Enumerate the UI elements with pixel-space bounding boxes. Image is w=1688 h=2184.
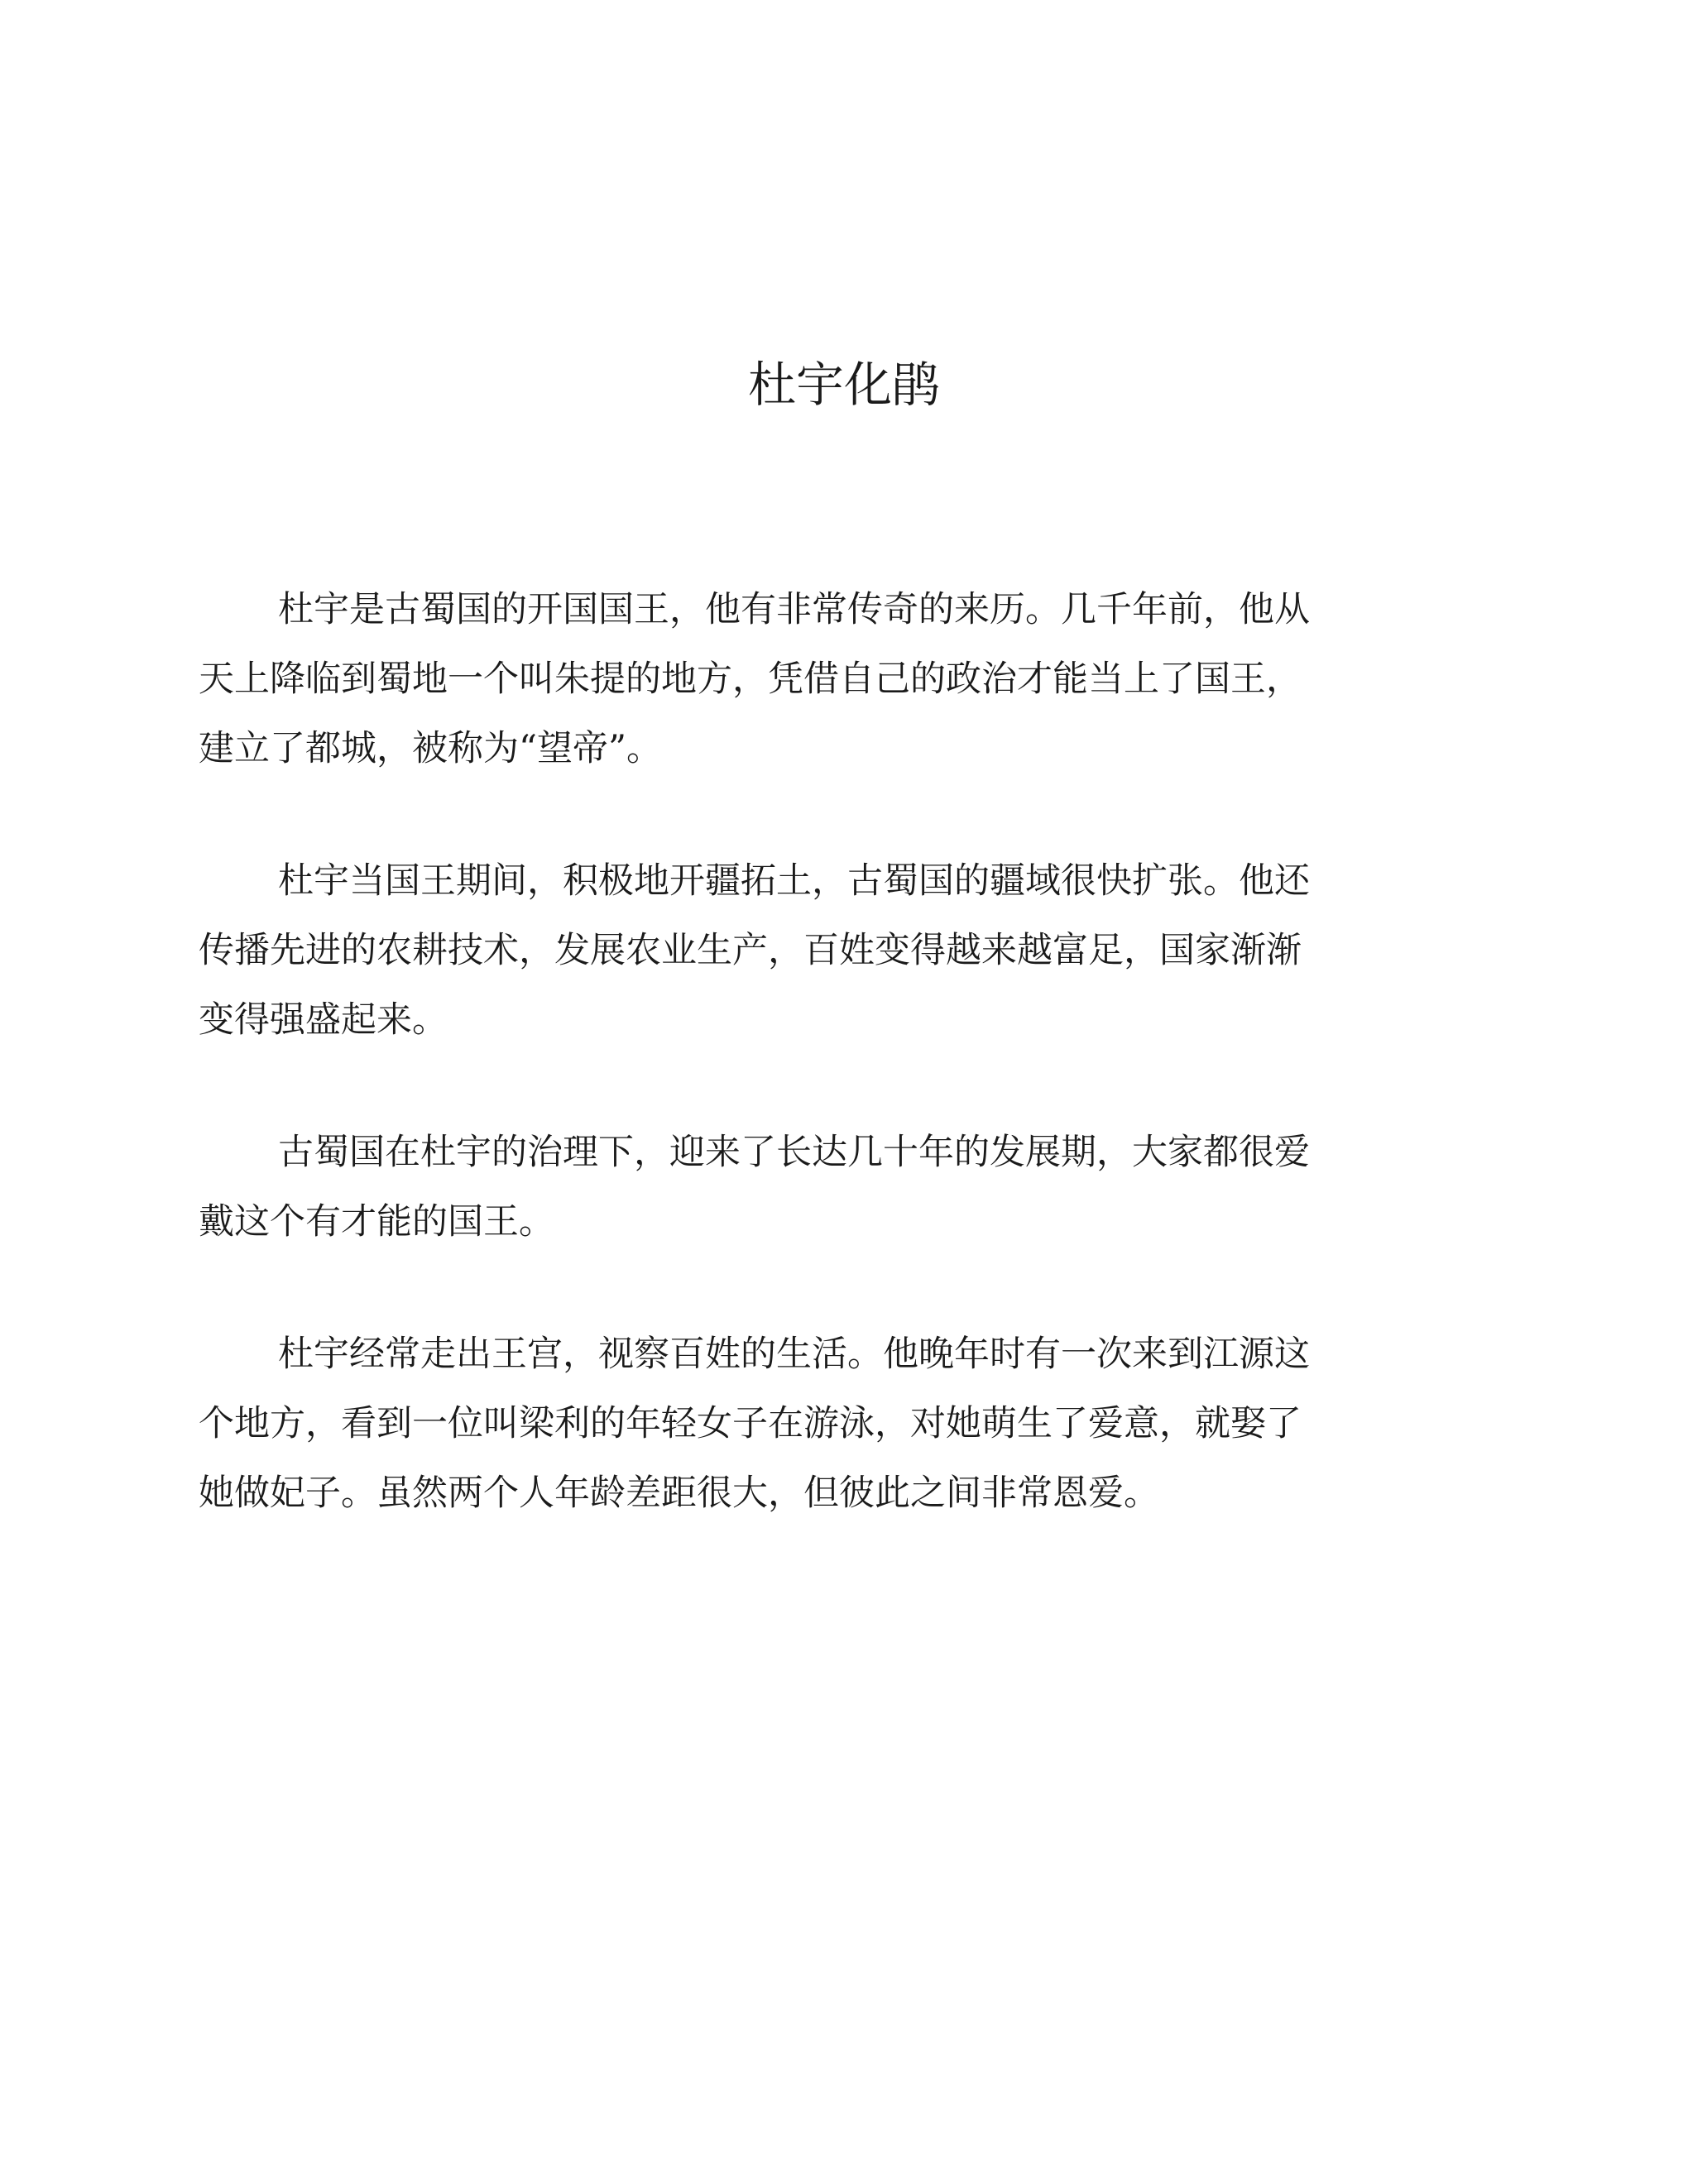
paragraph-2	[199, 846, 1473, 1055]
document-title: 杜宇化鹃	[747, 357, 940, 413]
paragraph-1	[199, 575, 1473, 783]
paragraph-line: 戴这个有才能的国王。	[199, 1201, 554, 1243]
paragraph-line: 古蜀国在杜宇的治理下，迎来了长达几十年的发展期，大家都很爱	[278, 1132, 1310, 1173]
paragraph-line: 变得强盛起来。	[199, 999, 448, 1041]
paragraph-line: 杜宇经常走出王宫，视察百姓的生活。他晚年时有一次来到江源这	[278, 1334, 1310, 1375]
paragraph-line: 传播先进的农耕技术，发展农业生产，百姓变得越来越富足，国家渐渐	[199, 930, 1302, 971]
paragraph-line: 她做妃子。虽然两个人年龄差距很大，但彼此之间非常恩爱。	[199, 1473, 1159, 1514]
paragraph-line: 个地方，看到一位叫梁利的年轻女子在游泳，对她萌生了爱意，就娶了	[199, 1403, 1302, 1444]
document-body	[199, 575, 1473, 1591]
paragraph-line: 杜宇当国王期间，积极地开疆拓土，古蜀国的疆域很快扩张。他还	[278, 860, 1310, 902]
paragraph-line: 建立了都城，被称为“望帝”。	[199, 728, 662, 769]
paragraph-3	[199, 1118, 1473, 1257]
paragraph-line: 杜宇是古蜀国的开国国王，他有非常传奇的来历。几千年前，他从	[278, 589, 1310, 630]
paragraph-4	[199, 1320, 1473, 1528]
paragraph-line: 天上降临到蜀地一个叫朱提的地方，凭借自己的政治才能当上了国王，	[199, 659, 1302, 700]
